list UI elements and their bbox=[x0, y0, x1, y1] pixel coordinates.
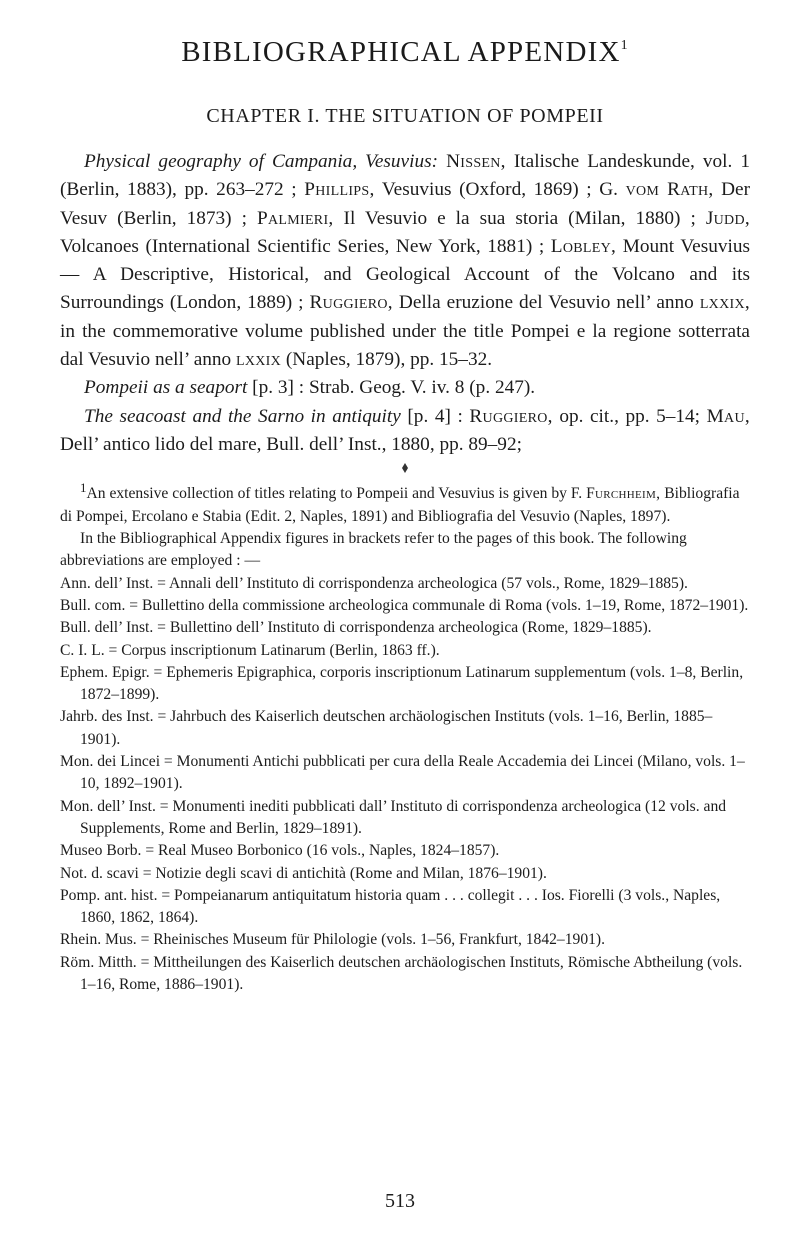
footnote-number: 1 bbox=[80, 480, 87, 496]
abbreviation-entry: Bull. com. = Bullettino della commissione archeologica communale di Roma (vols. 1–19, Rome, 1872–1901). bbox=[60, 596, 749, 614]
abbreviation-entry: Ephem. Epigr. = Ephemeris Epigraphica, corporis inscriptionum Latinarum supplementum (vols. 1–8, Berlin, 1872–1899). bbox=[60, 663, 744, 704]
chapter-heading: CHAPTER I. THE SITUATION OF POMPEII bbox=[206, 105, 604, 127]
footnote-text: An extensive collection of titles relating to Pompeii and Vesuvius is given by F. bbox=[86, 485, 587, 503]
author-name: Palmieri, bbox=[256, 207, 334, 229]
citation-text: Dell’ antico lido del mare, Bull. dell’ Inst., 1880, pp. 89–92; bbox=[60, 433, 522, 455]
author-name: Ruggiero, bbox=[309, 292, 393, 314]
main-text bbox=[60, 148, 750, 459]
abbreviation-entry: C. I. L. = Corpus inscriptionum Latinarum (Berlin, 1863 ff.). bbox=[60, 641, 440, 659]
citation-text: [p. 4] : bbox=[400, 405, 470, 427]
citation-text: Vesuvius (Oxford, 1869) ; G. bbox=[374, 179, 626, 201]
citation-text: Il Vesuvio e la sua storia (Milan, 1880) ; bbox=[333, 207, 706, 229]
citation-text: Della eruzione del Vesuvio nell’ anno bbox=[392, 292, 700, 314]
page bbox=[60, 0, 750, 996]
abbreviation-entry: Mon. dell’ Inst. = Monumenti inediti pubblicati dall’ Instituto di corrispondenza archeologica (12 vols. and Supplements, Rome and Berlin, 1829–1891). bbox=[60, 797, 727, 837]
footnote-brackets-note: In the Bibliographical Appendix figures in brackets refer to the pages of this book. The following abbreviations are employed : — bbox=[60, 530, 687, 570]
citation-text: Mount Vesuvius — A Descriptive, Historical, and Geological Account of the Volcano and its Surroundings (London, 1889) ; bbox=[60, 235, 750, 314]
roman-numeral: lxxix bbox=[236, 349, 282, 371]
topic-heading: Pompeii as a seaport bbox=[84, 377, 248, 399]
citation-text: Der Vesuv (Berlin, 1873) ; bbox=[60, 179, 750, 229]
citation-text: Italische Landeskunde, vol. 1 (Berlin, 1883), pp. 263–272 ; bbox=[60, 151, 751, 201]
abbreviation-entry: Bull. dell’ Inst. = Bullettino dell’ Instituto di corrispondenza archeologica (Rome, 1829–1885). bbox=[60, 619, 652, 637]
abbreviation-entry: Röm. Mitth. = Mittheilungen des Kaiserlich deutschen archäologischen Instituts, Römische Abtheilung (vols. 1–16, Rome, 1886–1901). bbox=[60, 953, 743, 993]
author-name: Mau, bbox=[706, 405, 750, 427]
abbreviation-entry: Mon. dei Lincei = Monumenti Antichi pubblicati per cura della Reale Accademia dei Lincei (Milano, vols. 1–10, 1892–1901). bbox=[60, 753, 745, 793]
citation-text: (Naples, 1879), pp. 15–32. bbox=[281, 349, 493, 371]
roman-numeral: lxxix, bbox=[699, 292, 750, 314]
footnote-intro bbox=[60, 477, 750, 528]
abbreviation-entry: Rhein. Mus. = Rheinisches Museum für Philologie (vols. 1–56, Frankfurt, 1842–1901). bbox=[60, 931, 606, 949]
topic-heading: Physical geography of Campania, Vesuvius: bbox=[84, 151, 439, 172]
paragraph-physical-geography bbox=[60, 148, 750, 374]
citation-text: op. cit., pp. 5–14; bbox=[552, 405, 707, 427]
author-name: Nissen, bbox=[446, 151, 506, 172]
abbreviation-entry: Pomp. ant. hist. = Pompeianarum antiquitatum historia quam . . . collegit . . . Ios. Fiorelli (3 vols., Naples, 1860, 1862, 1864). bbox=[60, 886, 721, 927]
author-name: Furchheim, bbox=[586, 485, 661, 503]
footnote-reference[interactable]: 1 bbox=[620, 38, 629, 53]
title-text: BIBLIOGRAPHICAL APPENDIX bbox=[181, 36, 621, 68]
author-name: Lobley, bbox=[550, 235, 617, 257]
footnote-text: Bibliografia di Pompei, Ercolano e Stabia (Edit. 2, Naples, 1891) and Bibliografia del Vesuvio (Naples, 1897). bbox=[60, 485, 740, 525]
citation-text: in the commemorative volume published under the title Pompei e la regione sotterrata dal Vesuvio nell’ anno bbox=[60, 320, 750, 371]
footnote-divider bbox=[60, 463, 750, 477]
author-name: vom Rath, bbox=[625, 179, 714, 201]
separator-ornament-icon bbox=[401, 463, 409, 473]
abbreviation-entry: Not. d. scavi = Notizie degli scavi di antichità (Rome and Milan, 1876–1901). bbox=[60, 864, 547, 882]
abbreviation-entry: Museo Borb. = Real Museo Borbonico (16 vols., Naples, 1824–1857). bbox=[60, 842, 500, 860]
footnote-block bbox=[60, 477, 750, 996]
author-name: Judd, bbox=[705, 207, 750, 229]
paragraph-seacoast bbox=[60, 403, 750, 460]
author-name: Phillips, bbox=[304, 179, 375, 201]
citation-text: [p. 3] : Strab. Geog. V. iv. 8 (p. 247). bbox=[247, 377, 536, 399]
page-title bbox=[60, 36, 750, 69]
abbreviation-entry: Ann. dell’ Inst. = Annali dell’ Instituto di corrispondenza archeologica (57 vols., Rome, 1829–1885). bbox=[60, 574, 688, 592]
citation-text: Volcanoes (International Scientific Series, New York, 1881) ; bbox=[60, 235, 551, 257]
topic-heading: The seacoast and the Sarno in antiquity bbox=[84, 405, 401, 427]
paragraph-seaport bbox=[60, 374, 750, 402]
page-number: 513 bbox=[385, 1190, 415, 1212]
author-name: Ruggiero, bbox=[469, 405, 553, 427]
abbreviation-entry: Jahrb. des Inst. = Jahrbuch des Kaiserlich deutschen archäologischen Instituts (vols. 1–16, Berlin, 1885–1901). bbox=[60, 708, 713, 748]
